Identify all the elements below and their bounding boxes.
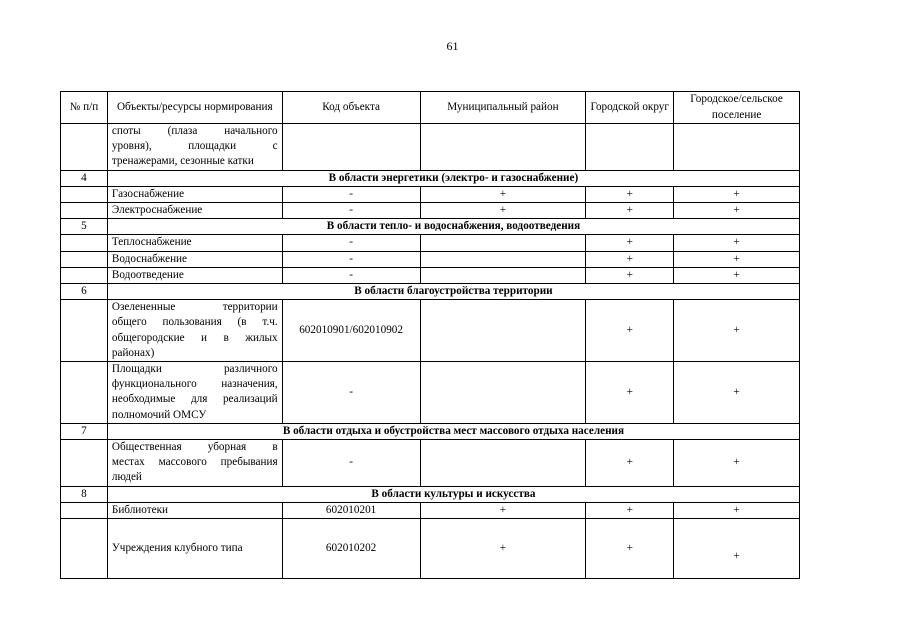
section-title: В области благоустройства территории: [107, 284, 799, 300]
section-number: 6: [61, 284, 108, 300]
cell-empty: [586, 124, 674, 171]
section-title: В области энергетики (электро- и газоснабжение): [107, 170, 799, 186]
section-title: В области культуры и искусства: [107, 486, 799, 502]
table-row: [61, 203, 800, 219]
cell-settlement: +: [674, 300, 800, 362]
table-header-row: [61, 92, 800, 124]
cell-object-name: [107, 300, 282, 362]
cell-empty: [420, 300, 586, 362]
cell-settlement: +: [674, 251, 800, 267]
cell-city-district: +: [586, 203, 674, 219]
cell-object-name: Водоснабжение: [107, 251, 282, 267]
cell-city-district: +: [586, 235, 674, 251]
cell-object-name: Библиотеки: [107, 502, 282, 518]
cell-object-name: Водоотведение: [107, 267, 282, 283]
cell-empty: [420, 267, 586, 283]
cell-city-district: +: [586, 267, 674, 283]
cell-code: 602010201: [282, 502, 420, 518]
cell-empty: [61, 251, 108, 267]
text-line: общего пользования (в т.ч.: [111, 316, 278, 329]
cell-empty: [420, 124, 586, 171]
cell-object-name: [107, 440, 282, 487]
cell-empty: [420, 235, 586, 251]
cell-municipal: +: [420, 519, 586, 579]
cell-city-district: +: [586, 251, 674, 267]
text-line: Общественная уборная в: [111, 441, 278, 454]
cell-code: -: [282, 203, 420, 219]
table-row: [61, 502, 800, 518]
cell-empty: [61, 203, 108, 219]
norms-table: [60, 91, 800, 579]
header-settlement: Городское/сельское поселение: [674, 92, 800, 124]
text-line: функционального назначения,: [111, 378, 278, 391]
cell-municipal: +: [420, 502, 586, 518]
section-row: [61, 423, 800, 439]
cell-empty: [674, 124, 800, 171]
cell-settlement: +: [674, 362, 800, 424]
section-row: [61, 170, 800, 186]
section-number: 5: [61, 219, 108, 235]
cell-code: 602010901/602010902: [282, 300, 420, 362]
section-title: В области отдыха и обустройства мест массового отдыха населения: [107, 423, 799, 439]
cell-code: -: [282, 235, 420, 251]
table-row: [61, 186, 800, 202]
cell-empty: [61, 440, 108, 487]
cell-empty: [61, 519, 108, 579]
text-line: тренажерами, сезонные катки: [111, 155, 254, 168]
cell-city-district: +: [586, 186, 674, 202]
cell-code: -: [282, 267, 420, 283]
cell-code: -: [282, 186, 420, 202]
cell-code: -: [282, 440, 420, 487]
cell-object-name: Электроснабжение: [107, 203, 282, 219]
table-row: [61, 519, 800, 579]
section-title: В области тепло- и водоснабжения, водоотведения: [107, 219, 799, 235]
cell-empty: [61, 235, 108, 251]
page-number: 61: [446, 39, 459, 53]
header-num: № п/п: [61, 92, 108, 124]
cell-settlement: +: [674, 440, 800, 487]
text-line: споты (плаза начального: [111, 125, 278, 137]
cell-object-name: [107, 362, 282, 424]
header-city-district: Городской округ: [586, 92, 674, 124]
table-row: [61, 267, 800, 283]
cell-empty: [61, 502, 108, 518]
cell-city-district: +: [586, 502, 674, 518]
cell-city-district: +: [586, 300, 674, 362]
cell-empty: [282, 124, 420, 171]
cell-code: -: [282, 251, 420, 267]
section-number: 4: [61, 170, 108, 186]
cell-settlement: +: [674, 519, 800, 579]
text-line: уровня), площадки с: [111, 140, 278, 153]
text-line: полномочий ОМСУ: [111, 408, 207, 421]
table-row: [61, 300, 800, 362]
cell-city-district: +: [586, 519, 674, 579]
cell-settlement: +: [674, 203, 800, 219]
table-row: [61, 235, 800, 251]
header-municipal: Муниципальный район: [420, 92, 586, 124]
cell-city-district: +: [586, 362, 674, 424]
cell-municipal: +: [420, 186, 586, 202]
text-line: Площадки различного: [111, 363, 278, 376]
text-line: общегородские и в жилых: [111, 331, 278, 344]
section-row: [61, 486, 800, 502]
table-row: [61, 124, 800, 171]
header-code: Код объекта: [282, 92, 420, 124]
cell-object-name: Учреждения клубного типа: [107, 519, 282, 579]
section-number: 8: [61, 486, 108, 502]
header-objects: Объекты/ресурсы нормирования: [107, 92, 282, 124]
cell-object-name: [107, 124, 282, 171]
cell-municipal: +: [420, 203, 586, 219]
table-row: [61, 362, 800, 424]
cell-empty: [61, 124, 108, 171]
table-row: [61, 251, 800, 267]
cell-object-name: Теплоснабжение: [107, 235, 282, 251]
cell-settlement: +: [674, 186, 800, 202]
cell-settlement: +: [674, 235, 800, 251]
cell-empty: [420, 362, 586, 424]
cell-empty: [61, 362, 108, 424]
section-row: [61, 284, 800, 300]
cell-code: 602010202: [282, 519, 420, 579]
cell-settlement: +: [674, 502, 800, 518]
text-line: необходимые для реализаций: [111, 393, 278, 406]
cell-settlement: +: [674, 267, 800, 283]
table-row: [61, 440, 800, 487]
cell-code: -: [282, 362, 420, 424]
section-number: 7: [61, 423, 108, 439]
cell-empty: [61, 267, 108, 283]
cell-empty: [420, 251, 586, 267]
cell-object-name: Газоснабжение: [107, 186, 282, 202]
cell-city-district: +: [586, 440, 674, 487]
cell-empty: [61, 300, 108, 362]
cell-empty: [420, 440, 586, 487]
cell-empty: [61, 186, 108, 202]
section-row: [61, 219, 800, 235]
text-line: людей: [111, 471, 142, 484]
text-line: Озелененные территории: [111, 301, 278, 314]
text-line: районах): [111, 346, 155, 359]
text-line: местах массового пребывания: [111, 456, 278, 469]
